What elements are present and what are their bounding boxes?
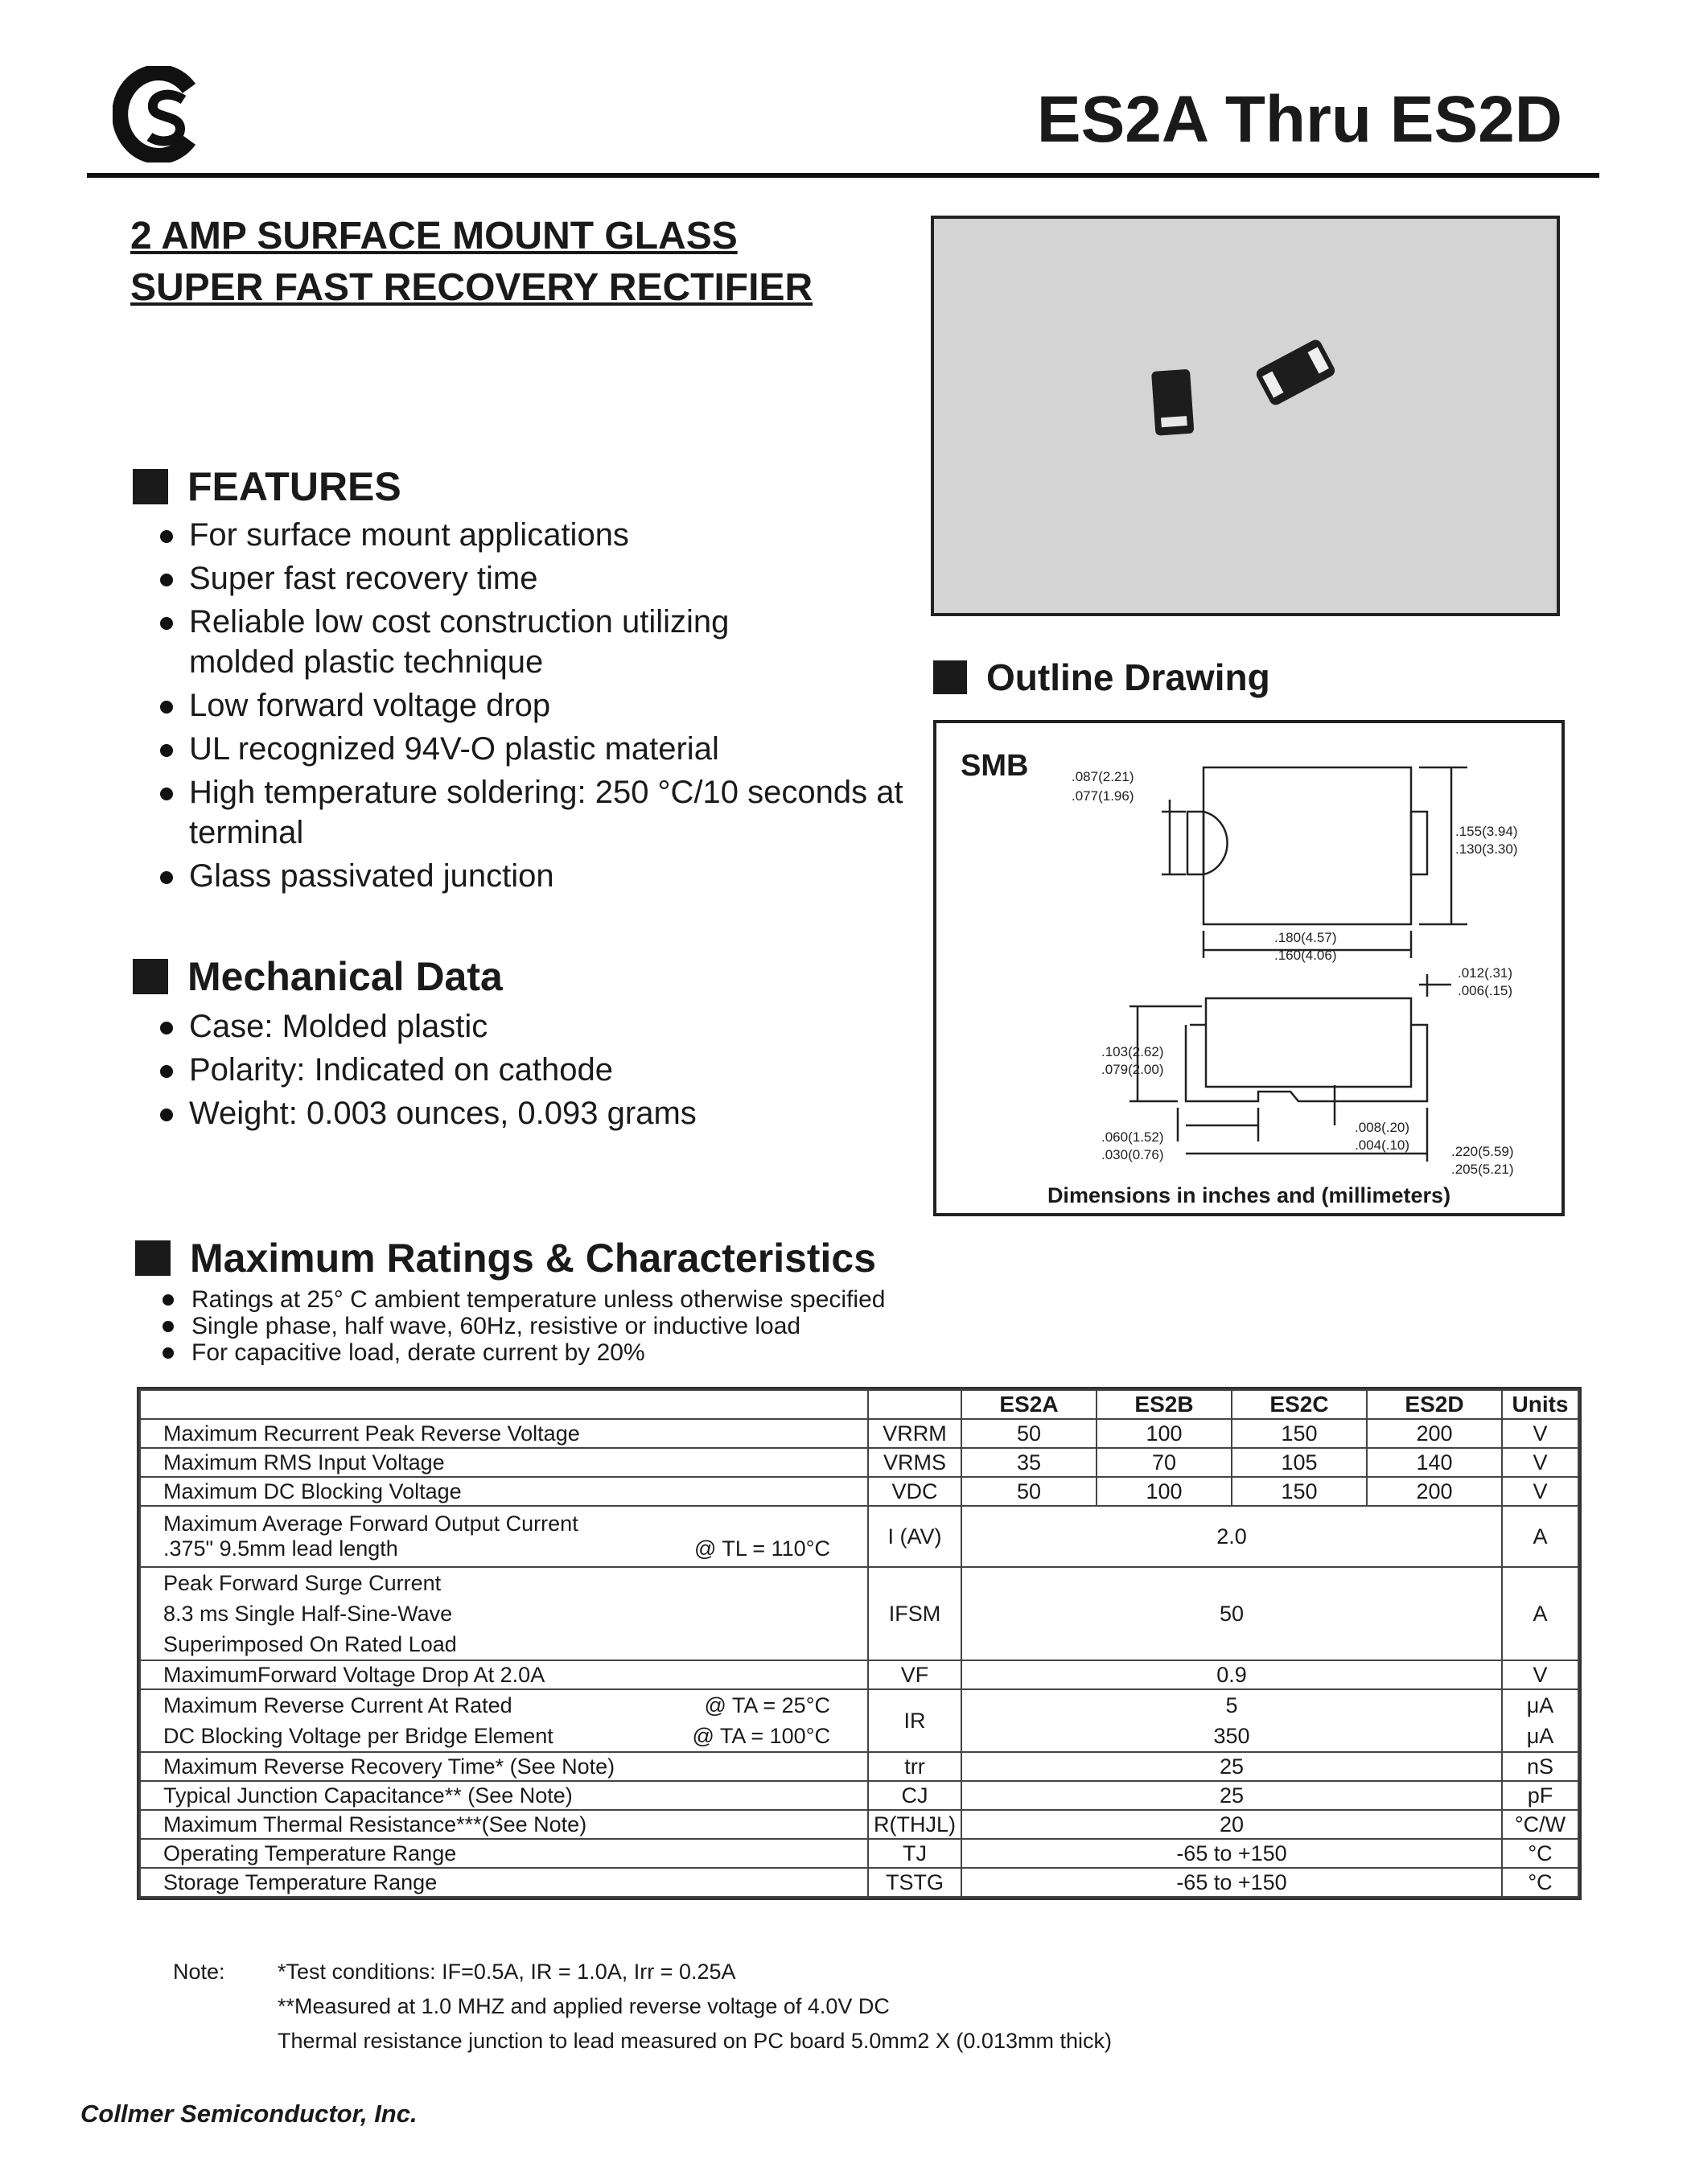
product-photo	[931, 216, 1560, 616]
row-value: 25	[961, 1752, 1502, 1781]
section-square-icon	[133, 959, 168, 994]
table-row	[140, 1477, 1578, 1506]
section-square-icon	[933, 660, 967, 694]
ratings-section	[135, 1235, 1101, 1366]
row-description: Maximum Reverse Recovery Time* (See Note)	[140, 1752, 868, 1781]
table-row	[140, 1660, 1578, 1689]
row-unit: V	[1502, 1448, 1578, 1477]
header-rule	[87, 173, 1599, 178]
outline-drawing	[933, 720, 1565, 1216]
table-row	[140, 1752, 1578, 1781]
subtitle-line-1: 2 AMP SURFACE MOUNT GLASS	[130, 215, 738, 257]
ratings-heading-text: Maximum Ratings & Characteristics	[190, 1236, 877, 1281]
features-list	[157, 515, 903, 896]
row-symbol: IFSM	[868, 1567, 961, 1660]
feature-item: For surface mount applications	[157, 515, 897, 555]
row-value: 0.9	[961, 1660, 1502, 1689]
row-description: Maximum DC Blocking Voltage	[140, 1477, 868, 1506]
row-description-line: Superimposed On Rated Load	[163, 1632, 457, 1656]
dim-a1: .087(2.21)	[1072, 769, 1134, 784]
dim-d1: .012(.31)	[1458, 965, 1513, 981]
product-subtitle	[130, 211, 813, 314]
row-value: 200	[1367, 1419, 1502, 1448]
features-heading-text: FEATURES	[187, 464, 401, 509]
row-value: -65 to +150	[961, 1839, 1502, 1868]
row-unit: °C	[1502, 1868, 1578, 1897]
row-symbol: R(THJL)	[868, 1810, 961, 1839]
row-symbol: I (AV)	[868, 1506, 961, 1567]
row-description: Maximum RMS Input Voltage	[140, 1448, 868, 1477]
row-value: 35	[961, 1448, 1097, 1477]
table-row	[140, 1567, 1578, 1660]
row-value: -65 to +150	[961, 1868, 1502, 1897]
row-description-line: 8.3 ms Single Half-Sine-Wave	[163, 1602, 453, 1626]
row-unit: V	[1502, 1477, 1578, 1506]
row-symbol: trr	[868, 1752, 961, 1781]
row-description: MaximumForward Voltage Drop At 2.0A	[140, 1660, 868, 1689]
dim-f1: .060(1.52)	[1101, 1129, 1164, 1145]
feature-item: Glass passivated junction	[157, 856, 897, 896]
row-description	[140, 1567, 868, 1660]
dim-b2: .130(3.30)	[1455, 841, 1518, 857]
row-unit: °C/W	[1502, 1810, 1578, 1839]
top-view-body	[1204, 767, 1411, 924]
mechanical-heading-text: Mechanical Data	[187, 954, 503, 999]
mechanical-item: Case: Molded plastic	[157, 1006, 913, 1047]
ratings-bullets	[159, 1286, 1101, 1366]
row-value	[961, 1689, 1502, 1752]
table-row	[140, 1506, 1578, 1567]
column-header: ES2C	[1232, 1390, 1367, 1419]
smb-package-photo	[934, 219, 1557, 613]
row-value: 50	[961, 1419, 1097, 1448]
note-line: *Test conditions: IF=0.5A, IR = 1.0A, Irr = 0.25A	[278, 1960, 736, 1984]
row-value-line: 5	[1225, 1693, 1238, 1717]
dim-g2: .004(.10)	[1355, 1137, 1410, 1153]
column-header: Units	[1502, 1390, 1578, 1419]
row-unit: nS	[1502, 1752, 1578, 1781]
row-description: Operating Temperature Range	[140, 1839, 868, 1868]
feature-item: Super fast recovery time	[157, 558, 897, 598]
mechanical-list	[157, 1006, 913, 1133]
feature-item: Reliable low cost construction utilizing molded plastic technique	[157, 602, 784, 682]
package-label: SMB	[961, 749, 1029, 783]
dim-b1: .155(3.94)	[1455, 824, 1518, 839]
row-value: 70	[1097, 1448, 1232, 1477]
column-header: ES2B	[1097, 1390, 1232, 1419]
side-view-body	[1206, 998, 1411, 1087]
dim-a2: .077(1.96)	[1072, 788, 1134, 804]
table-row	[140, 1689, 1578, 1752]
ratings-table	[139, 1389, 1579, 1898]
row-condition: @ TL = 110°C	[693, 1536, 830, 1561]
column-header: ES2D	[1367, 1390, 1502, 1419]
dim-e2: .079(2.00)	[1101, 1062, 1164, 1077]
header-blank	[868, 1390, 961, 1419]
table-row	[140, 1419, 1578, 1448]
mechanical-item: Polarity: Indicated on cathode	[157, 1050, 913, 1090]
note-line: Thermal resistance junction to lead measured on PC board 5.0mm2 X (0.013mm thick)	[278, 2029, 1112, 2053]
row-symbol: TSTG	[868, 1868, 961, 1897]
row-description: Storage Temperature Range	[140, 1868, 868, 1897]
feature-item: Low forward voltage drop	[157, 685, 897, 726]
feature-item: High temperature soldering: 250 °C/10 seconds at terminal	[157, 772, 913, 853]
row-unit	[1502, 1689, 1578, 1752]
mechanical-heading	[133, 953, 913, 1000]
ratings-heading	[135, 1235, 1101, 1281]
row-description-line: Maximum Reverse Current At Rated	[163, 1693, 512, 1717]
dim-c1: .180(4.57)	[1274, 930, 1337, 945]
table-row	[140, 1781, 1578, 1810]
mechanical-item: Weight: 0.003 ounces, 0.093 grams	[157, 1093, 913, 1133]
ratings-bullet: For capacitive load, derate current by 20%	[159, 1339, 1101, 1366]
row-description	[140, 1689, 868, 1752]
row-description: Maximum Recurrent Peak Reverse Voltage	[140, 1419, 868, 1448]
row-value: 140	[1367, 1448, 1502, 1477]
row-value: 2.0	[961, 1506, 1502, 1567]
dim-h2: .205(5.21)	[1451, 1162, 1514, 1177]
cs-logo-icon	[113, 66, 201, 162]
row-value: 25	[961, 1781, 1502, 1810]
row-value-line: 350	[1213, 1724, 1250, 1748]
row-unit: pF	[1502, 1781, 1578, 1810]
row-unit-line: μA	[1526, 1693, 1554, 1717]
table-row	[140, 1839, 1578, 1868]
right-lead	[1411, 812, 1427, 874]
dim-e1: .103(2.62)	[1101, 1044, 1164, 1059]
row-unit: A	[1502, 1506, 1578, 1567]
row-symbol: VF	[868, 1660, 961, 1689]
row-condition: @ TA = 100°C	[692, 1724, 830, 1748]
row-symbol: IR	[868, 1689, 961, 1752]
dim-g1: .008(.20)	[1355, 1120, 1410, 1135]
row-value: 105	[1232, 1448, 1367, 1477]
dim-f2: .030(0.76)	[1101, 1147, 1164, 1162]
row-symbol: VRRM	[868, 1419, 961, 1448]
row-description-line: Maximum Average Forward Output Current	[163, 1512, 578, 1536]
row-unit: °C	[1502, 1839, 1578, 1868]
note-line: **Measured at 1.0 MHZ and applied reverse voltage of 4.0V DC	[278, 1994, 890, 2018]
outline-heading	[933, 656, 1270, 699]
outline-diagram	[936, 723, 1562, 1213]
row-value: 100	[1097, 1477, 1232, 1506]
dimensions-caption: Dimensions in inches and (millimeters)	[1047, 1183, 1451, 1207]
ratings-table-frame	[137, 1387, 1582, 1900]
row-unit: V	[1502, 1660, 1578, 1689]
document-title: ES2A Thru ES2D	[1036, 83, 1562, 156]
row-symbol: CJ	[868, 1781, 961, 1810]
row-symbol: VDC	[868, 1477, 961, 1506]
section-square-icon	[135, 1240, 171, 1276]
subtitle-line-2: SUPER FAST RECOVERY RECTIFIER	[130, 266, 813, 309]
row-value: 150	[1232, 1419, 1367, 1448]
row-symbol: TJ	[868, 1839, 961, 1868]
table-header-row	[140, 1390, 1578, 1419]
ratings-bullet: Single phase, half wave, 60Hz, resistive or inductive load	[159, 1313, 1101, 1339]
header-blank	[140, 1390, 868, 1419]
row-condition: @ TA = 25°C	[704, 1693, 830, 1717]
row-value: 20	[961, 1810, 1502, 1839]
dim-c2: .160(4.06)	[1274, 948, 1337, 963]
row-unit: A	[1502, 1567, 1578, 1660]
column-header: ES2A	[961, 1390, 1097, 1419]
dim-h1: .220(5.59)	[1451, 1144, 1514, 1159]
dim-d2: .006(.15)	[1458, 983, 1513, 998]
table-row	[140, 1448, 1578, 1477]
row-value: 200	[1367, 1477, 1502, 1506]
company-footer: Collmer Semiconductor, Inc.	[80, 2100, 418, 2128]
row-symbol: VRMS	[868, 1448, 961, 1477]
row-description-line: Peak Forward Surge Current	[163, 1571, 442, 1595]
section-square-icon	[133, 469, 168, 504]
row-unit-line: μA	[1526, 1724, 1554, 1748]
table-row	[140, 1868, 1578, 1897]
row-description: Typical Junction Capacitance** (See Note)	[140, 1781, 868, 1810]
row-description: Maximum Thermal Resistance***(See Note)	[140, 1810, 868, 1839]
left-lead	[1187, 812, 1204, 874]
feature-item: UL recognized 94V-O plastic material	[157, 729, 897, 769]
table-row	[140, 1810, 1578, 1839]
outline-heading-text: Outline Drawing	[986, 656, 1270, 698]
row-value: 50	[961, 1477, 1097, 1506]
row-description-line: DC Blocking Voltage per Bridge Element	[163, 1724, 553, 1748]
row-description	[140, 1506, 868, 1567]
notes-lines	[278, 1955, 1112, 2059]
row-value: 150	[1232, 1477, 1367, 1506]
features-heading	[133, 463, 913, 510]
row-value: 100	[1097, 1419, 1232, 1448]
mechanical-section	[133, 953, 913, 1137]
row-unit: V	[1502, 1419, 1578, 1448]
ratings-bullet: Ratings at 25° C ambient temperature unless otherwise specified	[159, 1286, 1101, 1313]
row-value: 50	[961, 1567, 1502, 1660]
row-description-line: .375" 9.5mm lead length	[163, 1536, 398, 1561]
notes-label: Note:	[173, 1960, 225, 1984]
features-section	[133, 463, 913, 899]
